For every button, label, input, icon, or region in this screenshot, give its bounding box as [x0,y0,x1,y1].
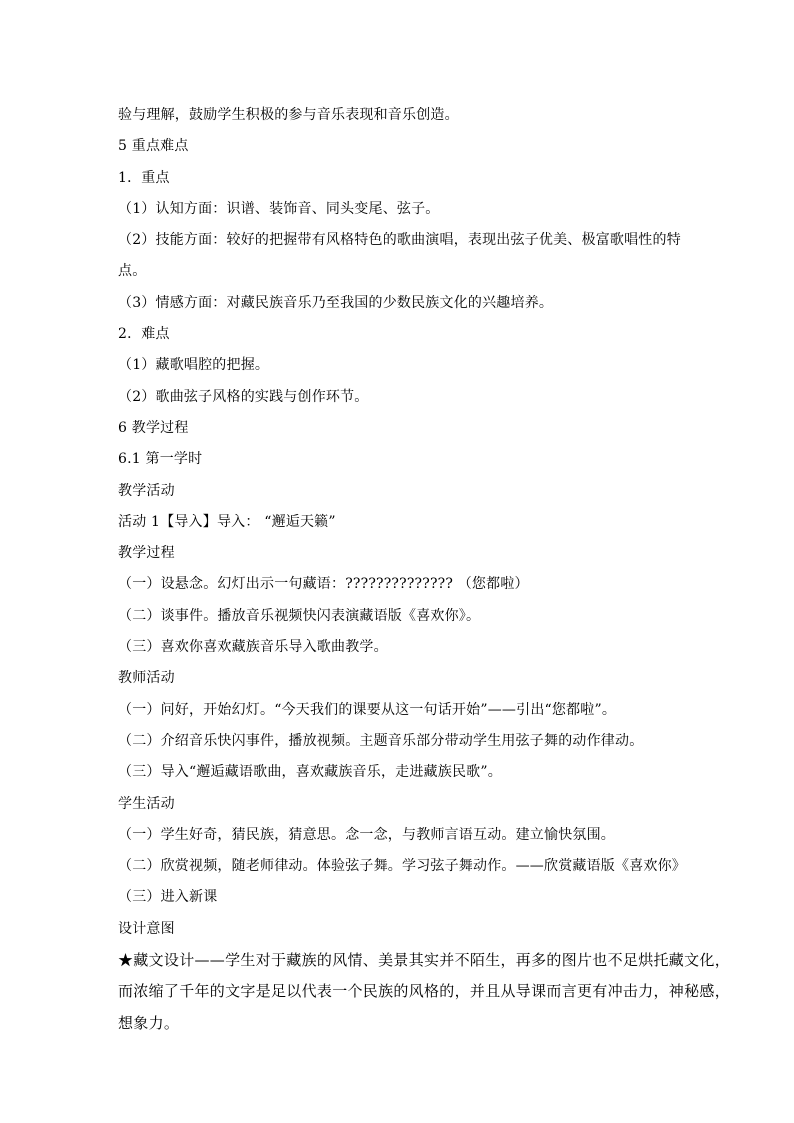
list-item-continuation: 点。 [118,263,147,280]
list-item: （3）情感方面：对藏民族音乐乃至我国的少数民族文化的兴趣培养。 [118,294,554,311]
subsection-heading: 2．难点 [118,326,170,343]
block-label: 教师活动 [118,670,175,687]
block-label: 教学活动 [118,482,175,499]
list-item: （一）学生好奇，猜民族，猜意思。念一念，与教师言语互动。建立愉快氛围。 [118,826,615,843]
body-paragraph: 想象力。 [118,1013,180,1032]
body-paragraph: ★藏文设计——学生对于藏族的风情、美景其实并不陌生，再多的图片也不足烘托藏文化， [118,951,731,970]
block-label: 教学过程 [118,545,175,562]
body-paragraph: 验与理解，鼓励学生积极的参与音乐表现和音乐创造。 [118,107,459,123]
list-item: （三）进入新课 [118,889,218,906]
section-heading: 5 重点难点 [118,138,189,155]
list-item: （二）介绍音乐快闪事件，播放视频。主题音乐部分带动学生用弦子舞的动作律动。 [118,732,644,749]
list-item: （一）设悬念。幻灯出示一句藏语：?????????????? （您都啦） [118,576,529,593]
body-paragraph: 而浓缩了千年的文字是足以代表一个民族的风格的，并且从导课而言更有冲击力，神秘感， [118,982,731,1001]
list-item: （三）导入“邂逅藏语歌曲，喜欢藏族音乐，走进藏族民歌”。 [118,764,502,781]
list-item: （2）歌曲弦子风格的实践与创作环节。 [118,388,369,405]
section-heading: 6 教学过程 [118,419,189,436]
activity-title: 活动 1【导入】导入： “邂逅天籁” [118,513,336,530]
list-item: （三）喜欢你喜欢藏族音乐导入歌曲教学。 [118,639,388,656]
block-label: 设计意图 [118,920,175,937]
list-item: （2）技能方面：较好的把握带有风格特色的歌曲演唱，表现出弦子优美、极富歌唱性的特 [118,232,681,249]
subsection-heading: 1．重点 [118,169,170,186]
subsection-heading: 6.1 第一学时 [118,451,203,468]
block-label: 学生活动 [118,795,175,812]
list-item: （1）认知方面：识谱、装饰音、同头变尾、弦子。 [118,200,440,217]
list-item: （二）谈事件。播放音乐视频快闪表演藏语版《喜欢你》。 [118,607,481,624]
list-item: （二）欣赏视频，随老师律动。体验弦子舞。学习弦子舞动作。——欣赏藏语版《喜欢你》 [118,858,686,875]
list-item: （一）问好，开始幻灯。“今天我们的课要从这一句话开始”——引出“您都啦”。 [118,701,617,718]
document-body [118,100,731,1039]
list-item: （1）藏歌唱腔的把握。 [118,357,270,374]
